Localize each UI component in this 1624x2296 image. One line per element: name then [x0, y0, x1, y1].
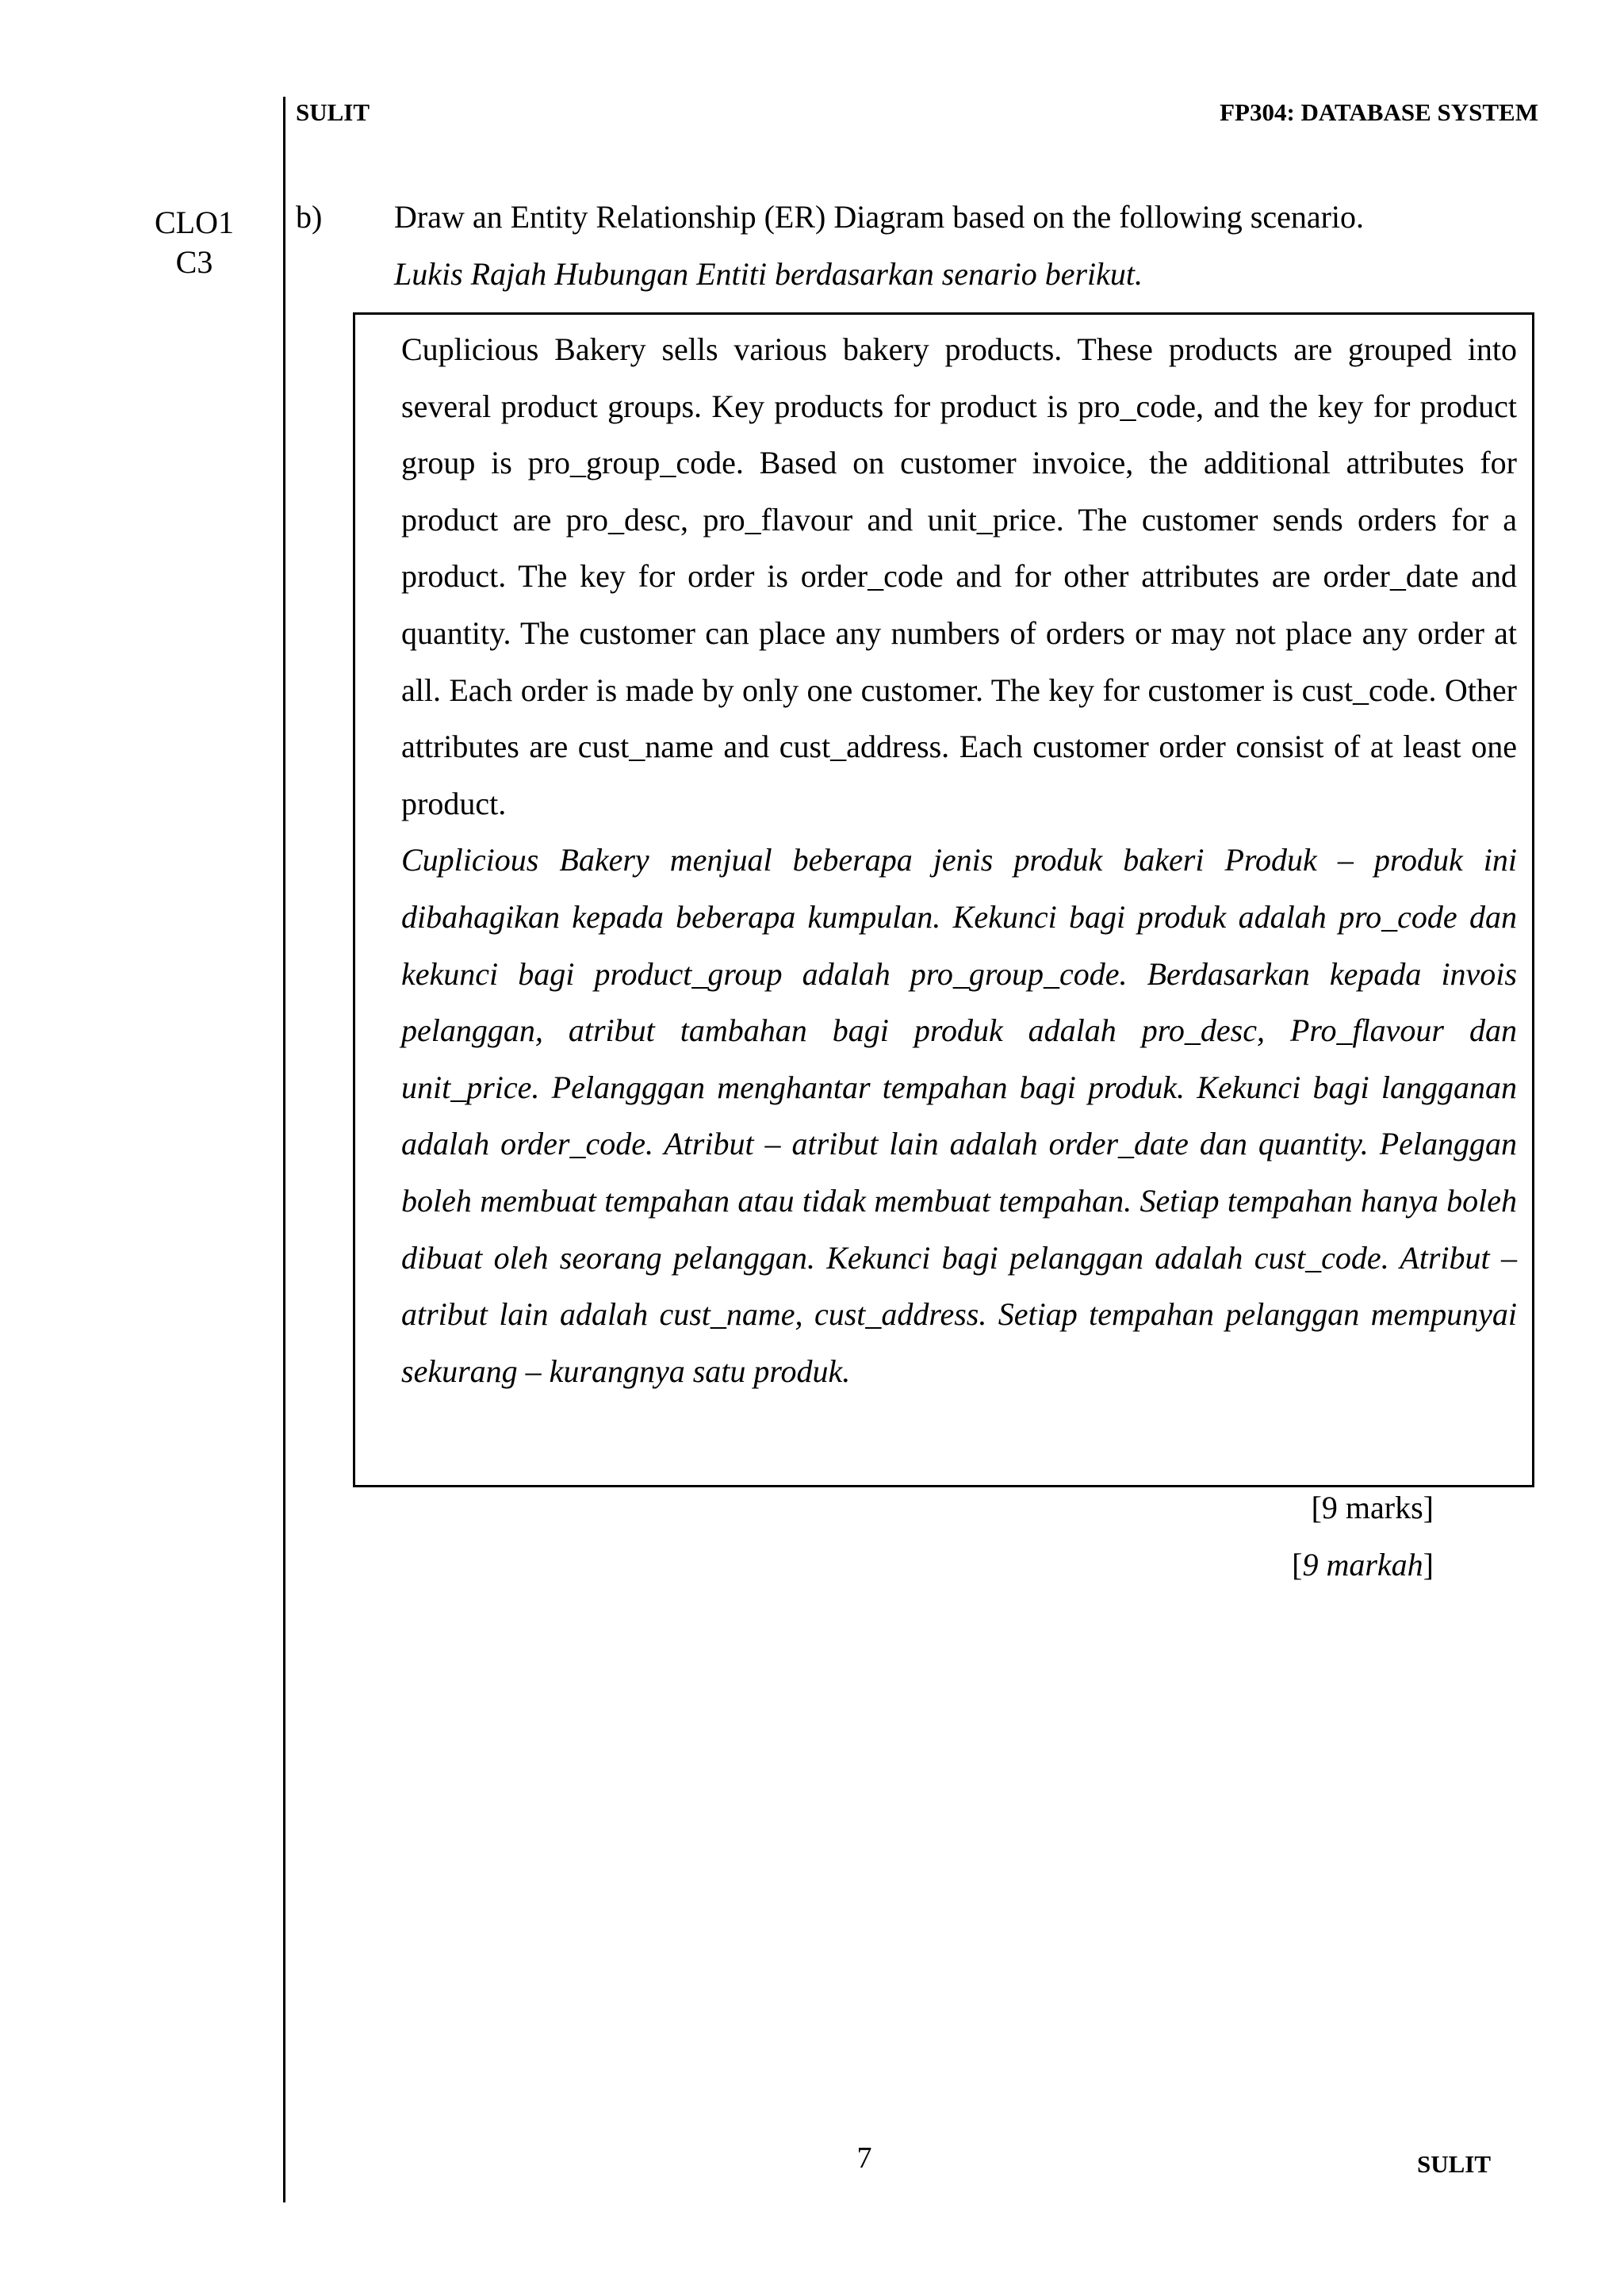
header-course-title: FP304: DATABASE SYSTEM: [1220, 98, 1538, 126]
header-classification: SULIT: [296, 98, 370, 126]
question-label: b): [296, 199, 323, 235]
marks-malay: [1292, 1544, 1434, 1586]
clo-code: CLO1: [155, 205, 234, 240]
margin-rule: [283, 97, 285, 2202]
footer-classification: SULIT: [1416, 2150, 1491, 2178]
question-instruction-malay: Lukis Rajah Hubungan Entiti berdasarkan senario berikut.: [394, 256, 1143, 292]
learning-outcome-tag: [127, 203, 262, 282]
scenario-english: Cuplicious Bakery sells various bakery products. These products are grouped into several product groups. Key products for product is pro_code, and the key for product group is pro_group_code. Based on customer invoice, the additional attributes for product are pro_desc, pro_flavour and unit_price. The customer sends orders for a product. The key for order is order_code and for other attributes are order_date and quantity. The customer can place any numbers of orders or may not place any order at all. Each order is made by only one customer. The key for customer is cust_code. Other attributes are cust_name and cust_address. Each customer order consist of at least one product.: [401, 331, 1517, 821]
scenario-malay: Cuplicious Bakery menjual beberapa jenis produk bakeri Produk – produk ini dibahagikan kepada beberapa kumpulan. Kekunci bagi produk adalah pro_code dan kekunci bagi product_group adalah pro_group_code. Berdasarkan kepada invois pelanggan, atribut tambahan bagi produk adalah pro_desc, Pro_flavour dan unit_price. Pelangggan menghantar tempahan bagi produk. Kekunci bagi langganan adalah order_code. Atribut – atribut lain adalah order_date dan quantity. Pelanggan boleh membuat tempahan atau tidak membuat tempahan. Setiap tempahan hanya boleh dibuat oleh seorang pelanggan. Kekunci bagi pelanggan adalah cust_code. Atribut – atribut lain adalah cust_name, cust_address. Setiap tempahan pelanggan mempunyai sekurang – kurangnya satu produk.: [401, 842, 1517, 1389]
marks-malay-close-bracket: ]: [1423, 1547, 1434, 1582]
question-instruction-english: Draw an Entity Relationship (ER) Diagram based on the following scenario.: [394, 199, 1365, 235]
marks-malay-open-bracket: [: [1292, 1547, 1303, 1582]
marks-english: [9 marks]: [1311, 1490, 1434, 1525]
cognitive-level: C3: [175, 244, 213, 280]
marks-malay-value: 9 markah: [1302, 1547, 1423, 1582]
scenario-text: [401, 321, 1517, 1399]
page-number: 7: [856, 2141, 872, 2175]
